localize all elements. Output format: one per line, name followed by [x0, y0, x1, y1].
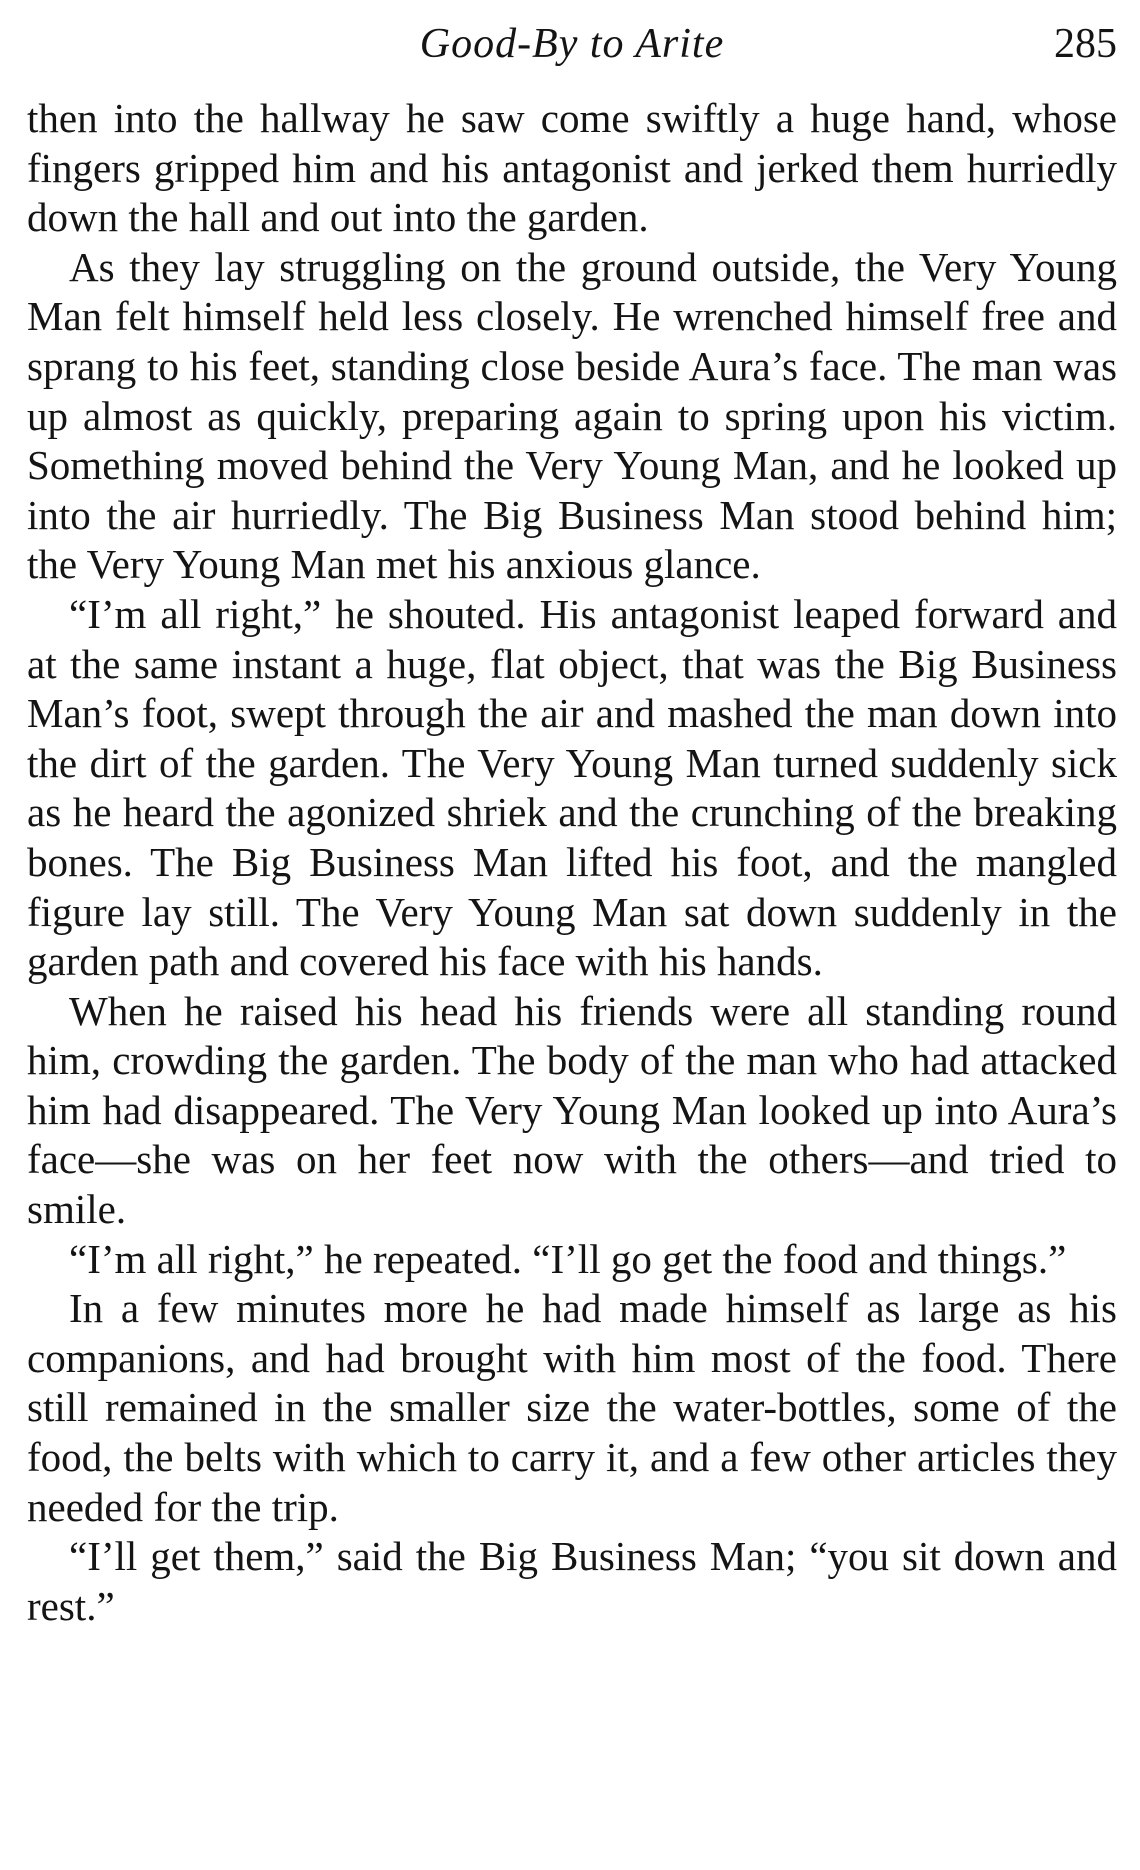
- body-text: [27, 94, 1117, 1631]
- paragraph: “I’ll get them,” said the Big Business Man; “you sit down and rest.”: [27, 1533, 1117, 1629]
- running-title: Good-By to Arite: [419, 21, 725, 67]
- paragraph-continued: then into the hallway he saw come swiftly a huge hand, whose fingers gripped him and his antagonist and jerked them hurriedly down the hall and out into the garden.: [27, 95, 1117, 241]
- page-number: 285: [1054, 21, 1117, 67]
- paragraph: “I’m all right,” he shouted. His antagonist leaped forward and at the same instant a huge, flat object, that was the Big Business Man’s foot, swept through the air and mashed the man down into the dirt of the garden. The Very Young Man turned suddenly sick as he heard the agonized shriek and the crunching of the breaking bones. The Big Business Man lifted his foot, and the mangled figure lay still. The Very Young Man sat down suddenly in the garden path and covered his face with his hands.: [27, 590, 1117, 985]
- running-head: [27, 14, 1117, 74]
- paragraph: As they lay struggling on the ground outside, the Very Young Man felt himself held less closely. He wrenched himself free and sprang to his feet, standing close beside Aura’s face. The man was up almost as quickly, preparing again to spring upon his victim. Something moved behind the Very Young Man, and he looked up into the air hurriedly. The Big Business Man stood behind him; the Very Young Man met his anxious glance.: [27, 243, 1117, 588]
- paragraph: In a few minutes more he had made himself as large as his companions, and had brought with him most of the food. There still remained in the smaller size the water-bottles, some of the food, the belts with which to carry it, and a few other articles they needed for the trip.: [27, 1285, 1117, 1530]
- paragraph: “I’m all right,” he repeated. “I’ll go get the food and things.”: [69, 1235, 1067, 1282]
- book-page: [27, 0, 1117, 1870]
- paragraph: When he raised his head his friends were all standing round him, crowding the garden. The body of the man who had attacked him had disappeared. The Very Young Man looked up into Aura’s face—she was on her feet now with the others—and tried to smile.: [27, 987, 1117, 1233]
